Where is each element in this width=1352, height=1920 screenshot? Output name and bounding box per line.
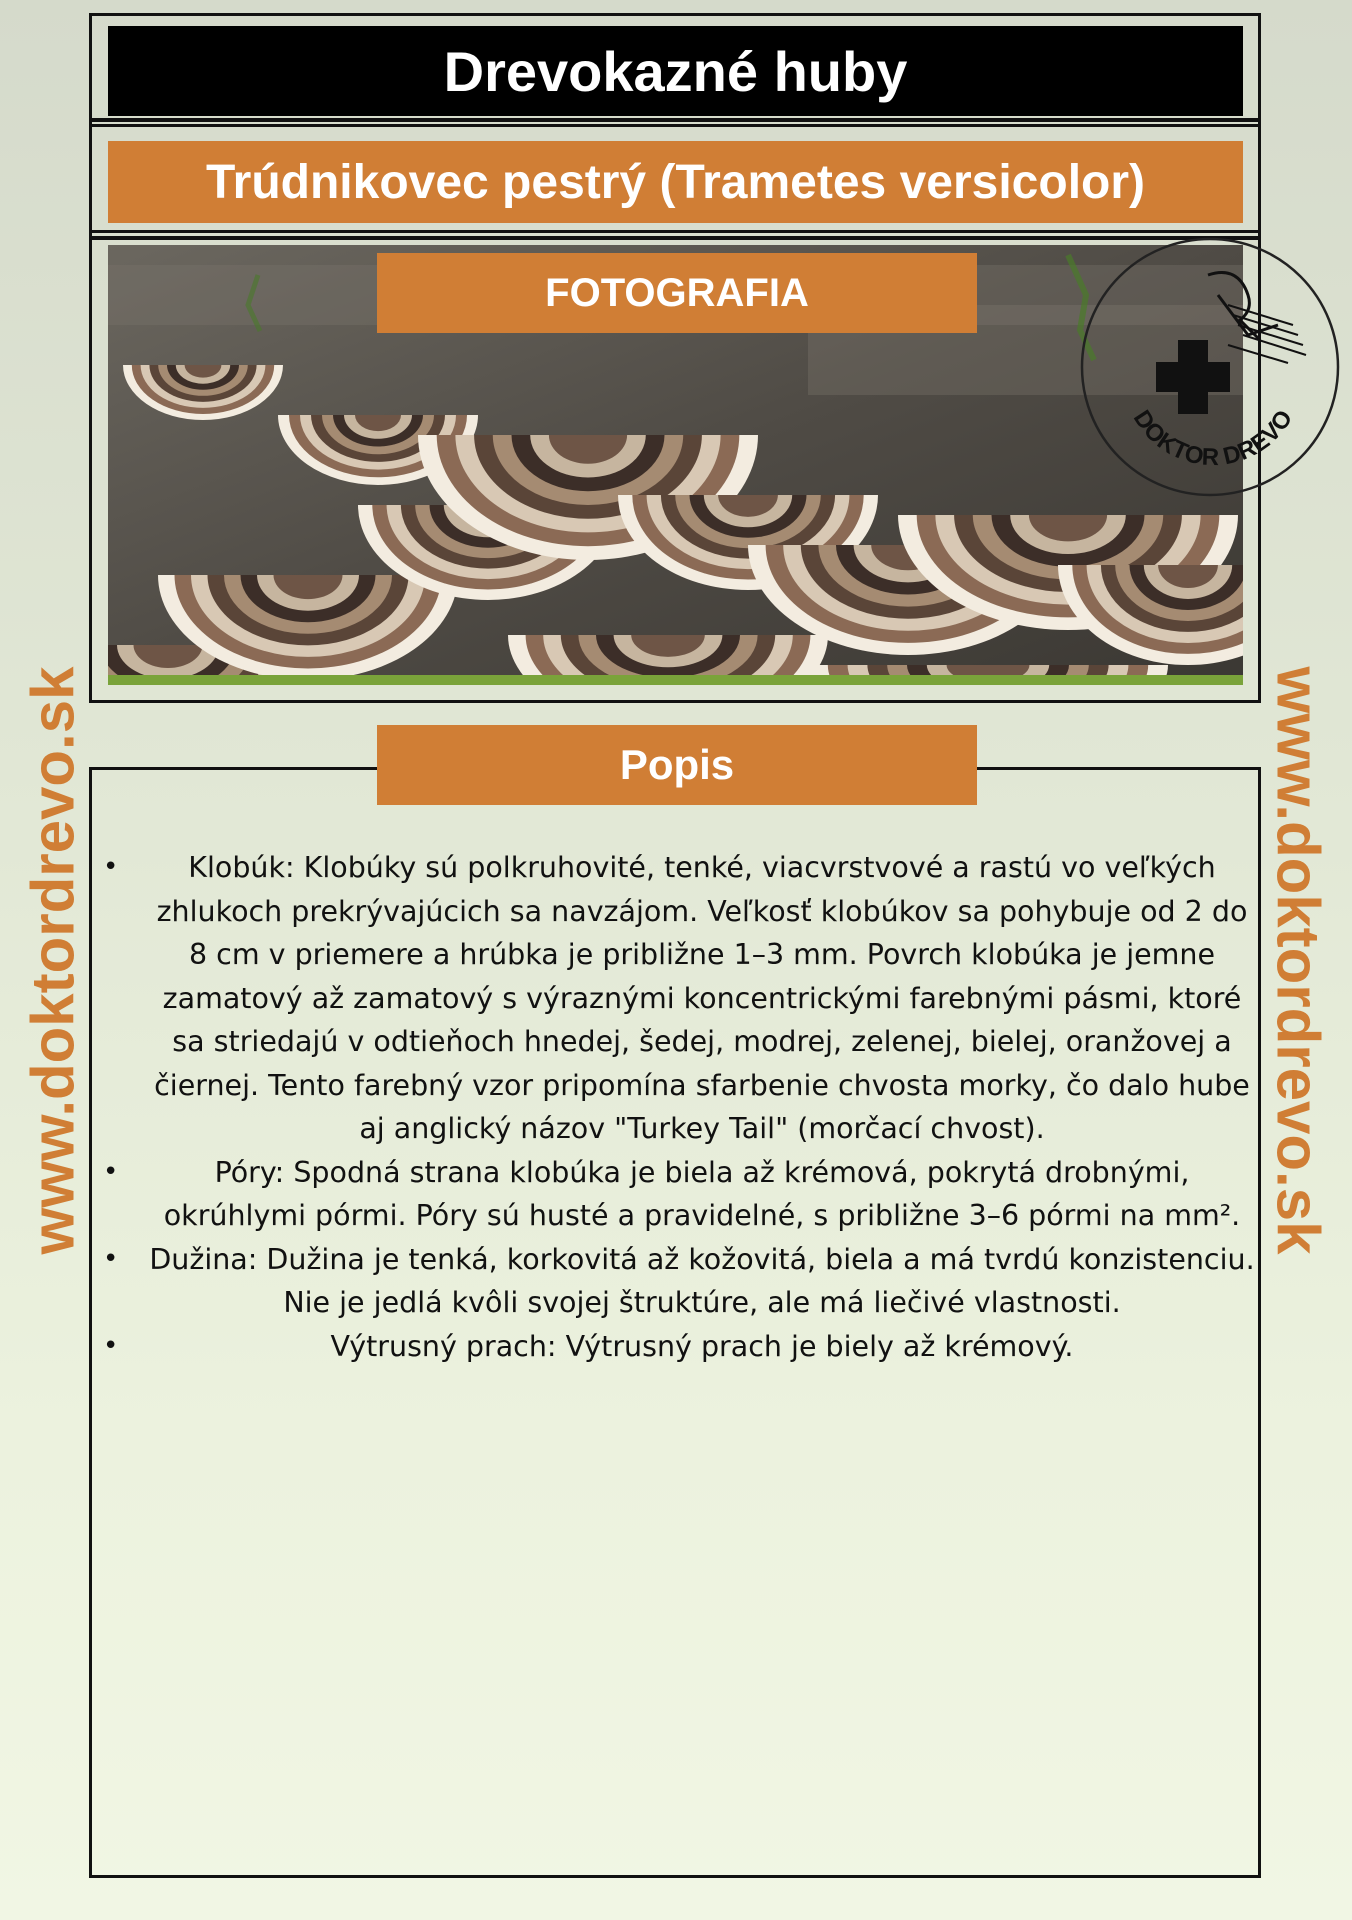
side-url-right <box>1263 630 1333 1290</box>
bullet-icon: • <box>103 1243 119 1274</box>
photo-label: FOTOGRAFIA <box>377 253 977 333</box>
side-url-right-text: www.doktordrevo.sk <box>1264 666 1332 1254</box>
bullet-icon: • <box>103 1156 119 1187</box>
description-list <box>98 846 1258 1368</box>
doktor-drevo-logo <box>1078 235 1343 500</box>
divider-line <box>92 118 1258 122</box>
species-title: Trúdnikovec pestrý (Trametes versicolor) <box>108 141 1243 223</box>
divider-line <box>92 124 1258 127</box>
side-url-left-text: www.doktordrevo.sk <box>19 666 87 1254</box>
list-item <box>98 1238 1258 1325</box>
page-title: Drevokazné huby <box>108 26 1243 116</box>
list-item <box>98 846 1258 1151</box>
side-url-left <box>18 630 88 1290</box>
list-item-text: Póry: Spodná strana klobúka je biela až krémová, pokrytá drobnými, okrúhlymi pórmi. Póry sú husté a pravidelné, s približne 3–6 pórmi na mm². <box>163 1155 1241 1232</box>
bullet-icon: • <box>103 852 119 882</box>
list-item-text: Klobúk: Klobúky sú polkruhovité, tenké, viacvrstvové a rastú vo veľkých zhlukoch prekrývajúcich sa navzájom. Veľkosť klobúkov sa pohybuje od 2 do 8 cm v priemere a hrúbka je približne 1–3 mm. Povrch klobúka je jemne zamatový až zamatový s výraznými koncentrickými farebnými pásmi, ktoré sa striedajú v odtieňoch hnedej, šedej, modrej, zelenej, bielej, oranžovej a čiernej. Tento farebný vzor pripomína sfarbenie chvosta morky, čo dalo hube aj anglický názov "Turkey Tail" (morčací chvost). <box>154 851 1250 1145</box>
divider-line <box>92 230 1258 233</box>
list-item-text: Dužina: Dužina je tenká, korkovitá až kožovitá, biela a má tvrdú konzistenciu. Nie je jedlá kvôli svojej štruktúre, ale má liečivé vlastnosti. <box>149 1242 1255 1319</box>
list-item <box>98 1325 1258 1369</box>
bullet-icon: • <box>103 1330 119 1361</box>
list-item <box>98 1151 1258 1238</box>
description-label: Popis <box>377 725 977 805</box>
logo-text: DOKTOR DREVO <box>1127 405 1299 472</box>
list-item-text: Výtrusný prach: Výtrusný prach je biely až krémový. <box>330 1329 1074 1363</box>
